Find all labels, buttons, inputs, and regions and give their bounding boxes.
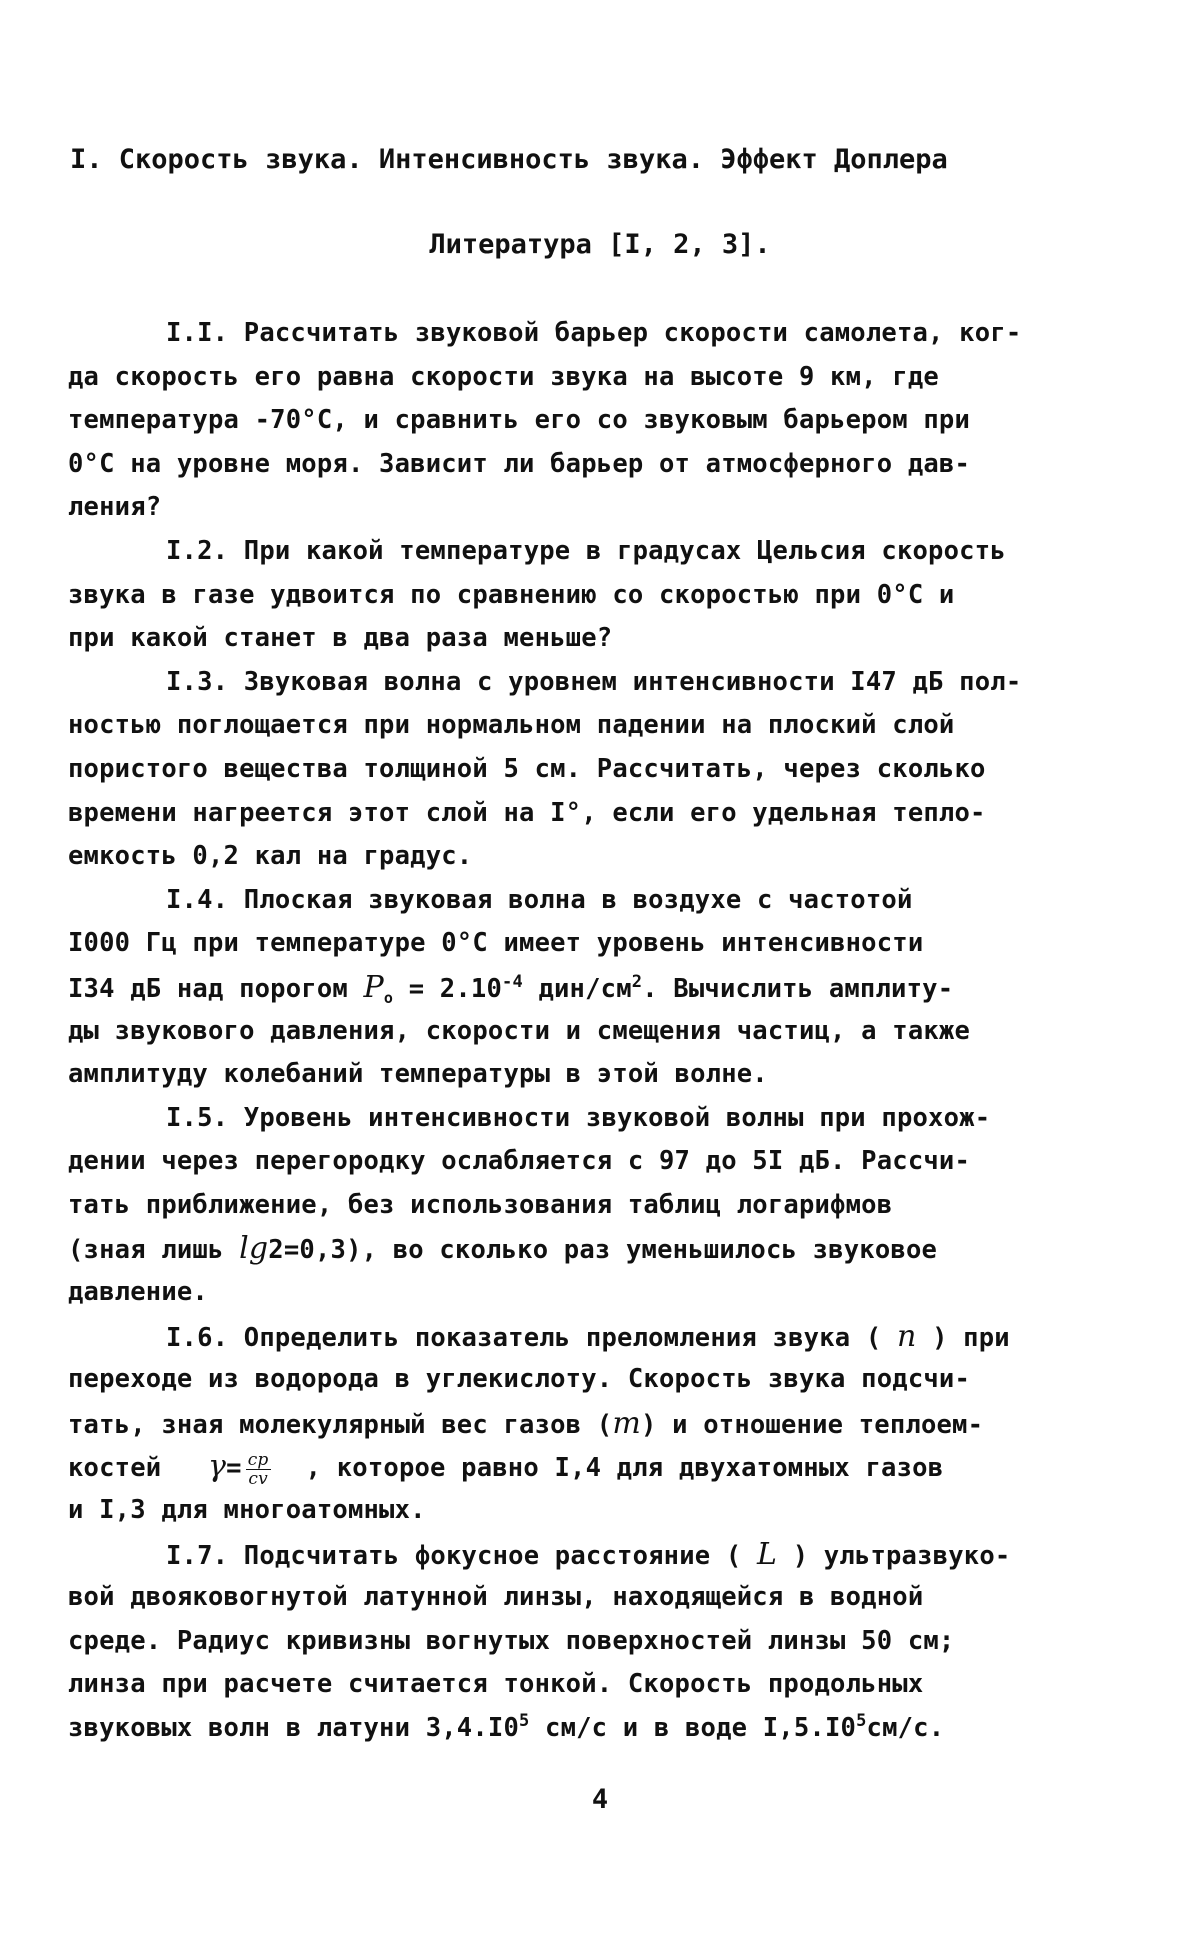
gamma-symbol: γ: [208, 1449, 227, 1485]
text-segment: см/с.: [866, 1713, 945, 1743]
problem-1-4: [68, 879, 1128, 1097]
text-line: тать приближение, без использования таблиц логарифмов: [68, 1189, 893, 1220]
text-segment: см/с и в воде I,5.I0: [529, 1713, 857, 1743]
pressure-subscript: o: [383, 988, 394, 1007]
text-line: температура -70°C, и сравнить его со звуковым барьером при: [68, 405, 971, 436]
text-line: I.I. Рассчитать звуковой барьер скорости самолета, ког-: [166, 318, 1022, 348]
text-line: [68, 1315, 1128, 1359]
text-segment: , которое равно I,4 для двухатомных газов: [305, 1453, 944, 1484]
text-line: пористого вещества толщиной 5 см. Рассчитать, через сколько: [68, 753, 986, 784]
text-segment: костей: [68, 1453, 162, 1484]
problem-1-2: [68, 530, 1128, 661]
text-line: [68, 1707, 1128, 1751]
focal-length-symbol: L: [757, 1536, 778, 1572]
text-segment: ) ультразвуко-: [792, 1540, 1011, 1571]
problem-1-1: [68, 312, 1128, 530]
text-line: [68, 966, 1128, 1010]
literature-reference: Литература [I, 2, 3].: [429, 229, 771, 260]
text-line: ды звукового давления, скорости и смещения частиц, а также: [68, 1015, 971, 1046]
text-line: [68, 1533, 1128, 1577]
equals-sign: =: [226, 1453, 242, 1484]
text-segment: I34 дБ над порогом: [68, 973, 348, 1004]
molar-mass-symbol: m: [612, 1405, 641, 1441]
problem-1-7: [68, 1533, 1128, 1751]
log-value: 2=0,3: [268, 1235, 347, 1266]
text-line: среде. Радиус кривизны вогнутых поверхностей линзы 50 см;: [68, 1625, 955, 1656]
text-line: линза при расчете считается тонкой. Скорость продольных: [68, 1669, 924, 1700]
unit-exponent: 2: [631, 971, 643, 992]
heat-capacity-ratio-fraction: [246, 1451, 271, 1488]
text-line: амплитуду колебаний температуры в этой волне.: [68, 1059, 768, 1090]
text-line: звука в газе удвоится по сравнению со скоростью при 0°C и: [68, 579, 955, 610]
text-line: I000 Гц при температуре 0°C имеет уровень интенсивности: [68, 928, 924, 959]
text-line: емкость 0,2 кал на градус.: [68, 841, 473, 872]
pressure-symbol: P: [363, 969, 384, 1005]
text-line: при какой станет в два раза меньше?: [68, 623, 613, 654]
text-line: [68, 1402, 1128, 1446]
text-line: вой двояковогнутой латунной линзы, находящейся в водной: [68, 1582, 924, 1613]
pressure-exponent: -4: [502, 971, 523, 992]
problem-1-3: [68, 661, 1128, 879]
refraction-index-symbol: n: [896, 1318, 917, 1354]
text-segment: тать, зная молекулярный вес газов (: [68, 1409, 613, 1440]
text-segment: I.6. Определить показатель преломления звука (: [166, 1322, 882, 1353]
log-symbol: lg: [239, 1231, 269, 1267]
text-line: переходе из водорода в углекислоту. Скорость звука подсчи-: [68, 1364, 971, 1395]
text-line: 0°C на уровне моря. Зависит ли барьер от атмосферного дав-: [68, 448, 971, 479]
text-segment: ) и отношение теплоем-: [641, 1409, 984, 1440]
text-line: ления?: [68, 492, 162, 523]
text-segment: I.7. Подсчитать фокусное расстояние (: [166, 1540, 742, 1571]
text-segment: ) при: [932, 1322, 1010, 1353]
problem-1-6: [68, 1315, 1128, 1533]
text-line: да скорость его равна скорости звука на высоте 9 км, где: [68, 361, 939, 392]
text-line: I.4. Плоская звуковая волна в воздухе с частотой: [166, 884, 913, 915]
text-line: ностью поглощается при нормальном падении на плоский слой: [68, 710, 955, 741]
exponent: 5: [856, 1711, 867, 1731]
pressure-value: = 2.10: [393, 973, 503, 1004]
page-number: 4: [591, 1784, 609, 1815]
text-line: времени нагреется этот слой на I°, если его удельная тепло-: [68, 797, 986, 828]
text-line: I.3. Звуковая волна с уровнем интенсивности I47 дБ пол-: [166, 666, 1022, 697]
pressure-unit: дин/см: [522, 973, 632, 1004]
section-title: I. Скорость звука. Интенсивность звука. Эффект Доплера: [70, 144, 948, 175]
text-segment: (зная лишь: [68, 1235, 224, 1266]
problem-1-5: [68, 1097, 1128, 1315]
text-segment: ), во сколько раз уменьшилось звуковое: [346, 1235, 938, 1266]
text-line: давление.: [68, 1277, 208, 1308]
text-line: I.2. При какой температуре в градусах Цельсия скорость: [166, 535, 1006, 566]
text-line: дении через перегородку ослабляется с 97 до 5I дБ. Рассчи-: [68, 1146, 971, 1177]
text-line: I.5. Уровень интенсивности звуковой волны при прохож-: [166, 1102, 991, 1133]
fraction-numerator: cp: [247, 1449, 269, 1470]
exponent: 5: [519, 1711, 530, 1731]
text-line: [68, 1445, 1128, 1489]
text-segment: . Вычислить амплиту-: [642, 973, 954, 1004]
fraction-denominator: cv: [248, 1468, 268, 1489]
problem-list: [68, 312, 1128, 1751]
text-line: [68, 1227, 1128, 1271]
text-segment: звуковых волн в латуни 3,4.I0: [68, 1713, 520, 1743]
text-line: и I,3 для многоатомных.: [68, 1495, 426, 1526]
